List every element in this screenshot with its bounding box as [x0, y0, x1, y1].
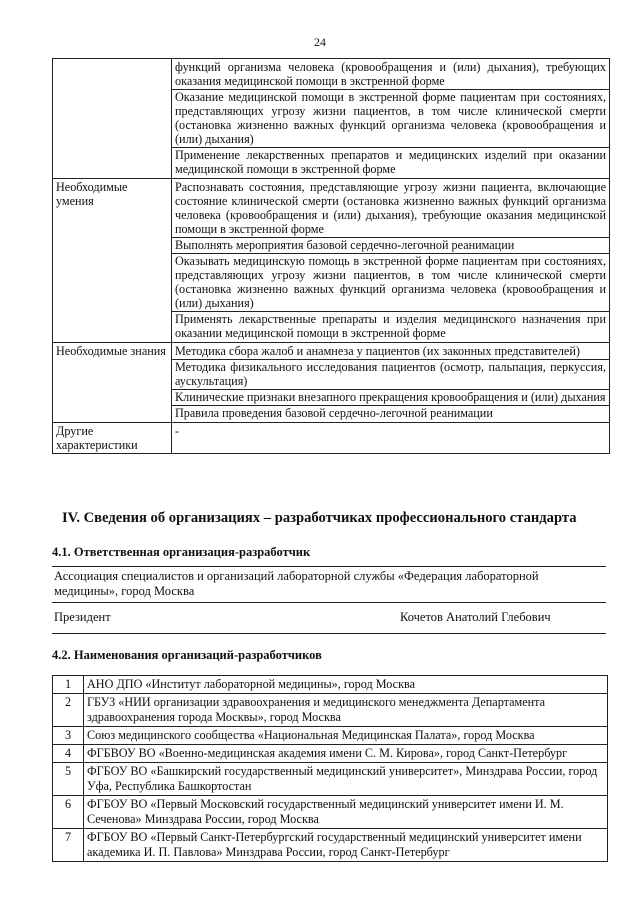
row-content [172, 423, 610, 454]
list-item: Методика сбора жалоб и анамнеза у пациентов (их законных представителей) [172, 344, 609, 360]
list-item: Применение лекарственных препаратов и медицинских изделий при оказании медицинской помощи в экстренной форме [175, 148, 606, 176]
list-item: Распознавать состояния, представляющие угрозу жизни пациента, включающие состояние клинической смерти (остановка жизненно важных функций организма человека (кровообращения и (или) дыхания), требующие оказания медицинской помощи в экстренной форме [172, 180, 609, 238]
row-number: 4 [53, 745, 84, 763]
table-row [53, 343, 610, 423]
organization-name: Союз медицинского сообщества «Национальная Медицинская Палата», город Москва [84, 727, 608, 745]
table-row [53, 59, 610, 179]
developers-table [52, 675, 608, 862]
row-number: 2 [53, 694, 84, 727]
list-item: Клинические признаки внезапного прекращения кровообращения и (или) дыхания [172, 390, 609, 406]
table-row [53, 676, 608, 694]
list-item: Выполнять мероприятия базовой сердечно-легочной реанимации [172, 238, 609, 254]
organization-name: ФГБОУ ВО «Башкирский государственный медицинский университет», Минздрава России, город Уфа, Республика Башкортостан [84, 763, 608, 796]
row-content [172, 59, 610, 179]
page-number: 24 [314, 35, 326, 49]
row-number: 6 [53, 796, 84, 829]
organization-name: ФГБОУ ВО «Первый Московский государственный медицинский университет имени И. М. Сеченова» Минздрава России, город Москва [84, 796, 608, 829]
responsible-organization-box [52, 566, 606, 634]
list-item: Оказание медицинской помощи в экстренной форме пациентам при состояниях, представляющих угрозу жизни пациентов, в том числе клинической смерти (остановка жизненно важных функций организма человека (кровообращения и (или) дыхания) [172, 90, 609, 148]
table-row [53, 694, 608, 727]
row-number: 3 [53, 727, 84, 745]
responsible-heading: 4.1. Ответственная организация-разработчик [52, 545, 311, 559]
developers-heading: 4.2. Наименования организаций-разработчиков [52, 648, 322, 662]
row-number: 7 [53, 829, 84, 862]
list-item: Применять лекарственные препараты и изделия медицинского назначения при оказании медицинской помощи в экстренной форме [175, 312, 606, 340]
organization-name: АНО ДПО «Институт лабораторной медицины», город Москва [84, 676, 608, 694]
signatory-position: Президент [54, 610, 111, 624]
organization-name: ГБУЗ «НИИ организации здравоохранения и медицинского менеджмента Департамента здравоохранения города Москвы», город Москва [84, 694, 608, 727]
list-item: функций организма человека (кровообращения и (или) дыхания), требующих оказания медицинской помощи в экстренной форме [172, 60, 609, 90]
table-row [53, 796, 608, 829]
list-item: Правила проведения базовой сердечно-легочной реанимации [175, 406, 493, 420]
row-label: Другие характеристики [53, 423, 172, 454]
row-number: 5 [53, 763, 84, 796]
table-row [53, 829, 608, 862]
row-content [172, 179, 610, 343]
responsible-organization: Ассоциация специалистов и организаций лабораторной службы «Федерация лабораторной медицины», город Москва [52, 567, 606, 603]
organization-name: ФГБОУ ВО «Первый Санкт-Петербургский государственный медицинский университет имени академика И. П. Павлова» Минздрава России, город Санкт-Петербург [84, 829, 608, 862]
row-content [172, 343, 610, 423]
section-title: IV. Сведения об организациях – разработчиках профессионального стандарта [62, 510, 577, 526]
list-item: - [175, 424, 180, 438]
row-label [53, 59, 172, 179]
responsible-signatory [52, 603, 606, 633]
table-row [53, 179, 610, 343]
list-item: Методика физикального исследования пациентов (осмотр, пальпация, перкуссия, аускультация) [172, 360, 609, 390]
row-label: Необходимые знания [53, 343, 172, 423]
table-row [53, 763, 608, 796]
table-row [53, 745, 608, 763]
table-row [53, 727, 608, 745]
list-item: Оказывать медицинскую помощь в экстренной форме пациентам при состояниях, представляющих угрозу жизни пациентов, в том числе клинической смерти (остановка жизненно важных функций организма человека (кровообращения и (или) дыхания) [172, 254, 609, 312]
table-row [53, 423, 610, 454]
row-label: Необходимые умения [53, 179, 172, 343]
row-number: 1 [53, 676, 84, 694]
signatory-name: Кочетов Анатолий Глебович [400, 610, 551, 624]
organization-name: ФГБВОУ ВО «Военно-медицинская академия имени С. М. Кирова», город Санкт-Петербург [84, 745, 608, 763]
skills-table [52, 58, 610, 454]
